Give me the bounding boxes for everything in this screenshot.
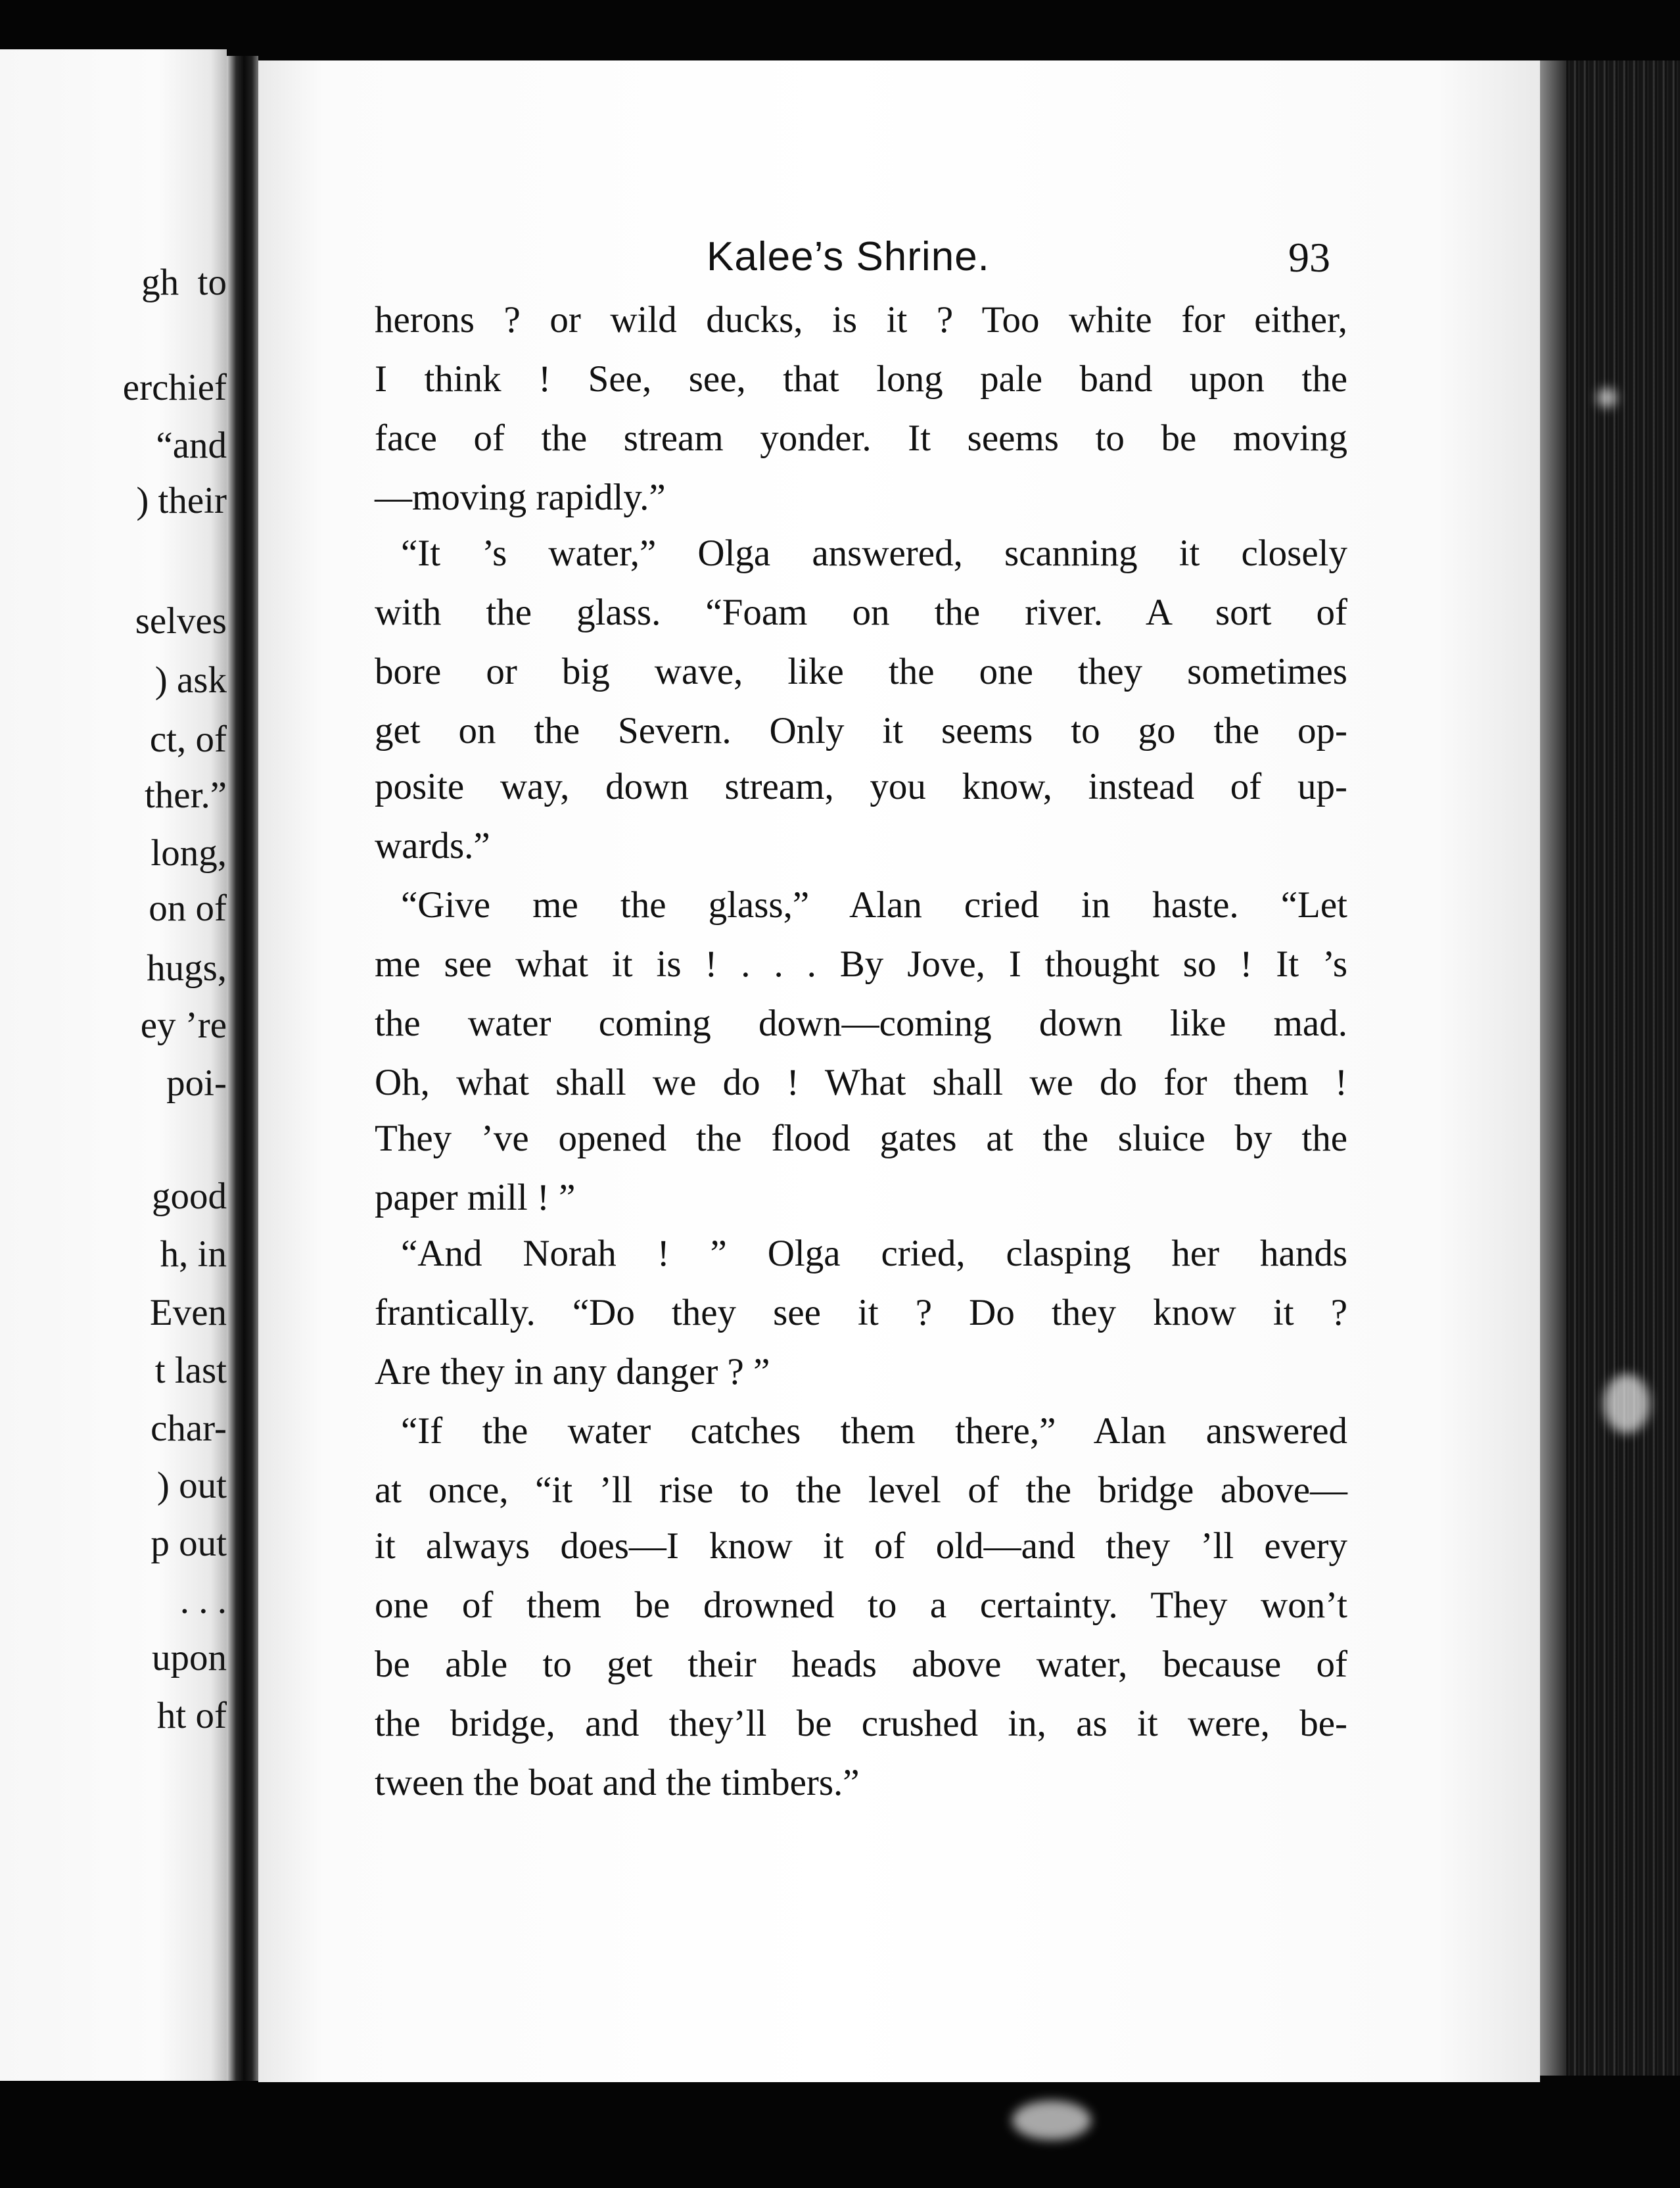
left-page-line: . . . bbox=[179, 1580, 227, 1621]
left-page-line: ct, of bbox=[149, 719, 227, 760]
left-page-line: gh to bbox=[141, 262, 227, 303]
left-page-line: ) their bbox=[136, 480, 227, 521]
running-head: Kalee’s Shrine. bbox=[707, 234, 990, 279]
scan-speck bbox=[1597, 388, 1617, 408]
left-page-line: t last bbox=[154, 1350, 227, 1391]
text-line: —moving rapidly.” bbox=[375, 477, 666, 518]
text-line: Are they in any danger ? ” bbox=[375, 1351, 770, 1392]
text-line: the water coming down—coming down like mad. bbox=[375, 1003, 1347, 1044]
scan-speck bbox=[1604, 1374, 1650, 1433]
left-page-line: Even bbox=[149, 1292, 227, 1333]
left-page-line: good bbox=[152, 1176, 227, 1217]
text-line: “Give me the glass,” Alan cried in haste. “Let bbox=[401, 884, 1347, 926]
text-line: posite way, down stream, you know, instead of up- bbox=[375, 766, 1347, 807]
text-line: They ’ve opened the flood gates at the sluice by the bbox=[375, 1118, 1347, 1159]
text-line: Oh, what shall we do ! What shall we do for them ! bbox=[375, 1062, 1347, 1103]
left-page-line: ) ask bbox=[154, 659, 227, 701]
text-line: get on the Severn. Only it seems to go the op- bbox=[375, 710, 1347, 751]
left-page-line: ) out bbox=[156, 1465, 227, 1506]
left-facing-page bbox=[0, 49, 227, 2081]
left-page-line: poi- bbox=[166, 1062, 227, 1104]
text-line: it always does—I know it of old—and they ’ll every bbox=[375, 1525, 1347, 1567]
text-line: the bridge, and they’ll be crushed in, as it were, be- bbox=[375, 1703, 1347, 1744]
left-page-line: selves bbox=[135, 600, 227, 642]
text-line: I think ! See, see, that long pale band upon the bbox=[375, 358, 1347, 400]
text-line: “It ’s water,” Olga answered, scanning it closely bbox=[401, 533, 1347, 574]
text-line: me see what it is ! . . . By Jove, I thought so ! It ’s bbox=[375, 943, 1347, 985]
text-line: face of the stream yonder. It seems to be moving bbox=[375, 417, 1347, 459]
text-line: at once, “it ’ll rise to the level of the bridge above— bbox=[375, 1469, 1347, 1511]
left-page-line: “and bbox=[156, 425, 227, 466]
text-line: be able to get their heads above water, because of bbox=[375, 1644, 1347, 1685]
page-edges-shadow bbox=[1540, 60, 1566, 2076]
text-line: frantically. “Do they see it ? Do they know it ? bbox=[375, 1292, 1347, 1333]
left-page-line: p out bbox=[151, 1523, 227, 1564]
text-line: “And Norah ! ” Olga cried, clasping her hands bbox=[401, 1233, 1347, 1274]
text-line: one of them be drowned to a certainty. They won’t bbox=[375, 1584, 1347, 1626]
left-page-line: h, in bbox=[160, 1233, 227, 1275]
text-line: paper mill ! ” bbox=[375, 1177, 576, 1218]
left-page-line: on of bbox=[149, 888, 227, 929]
text-line: wards.” bbox=[375, 825, 490, 867]
scan-speck bbox=[1012, 2101, 1091, 2140]
left-page-line: long, bbox=[151, 832, 227, 874]
left-page-line: hugs, bbox=[147, 947, 227, 989]
left-page-line: erchief bbox=[122, 367, 227, 408]
left-page-line: char- bbox=[151, 1408, 227, 1449]
text-line: tween the boat and the timbers.” bbox=[375, 1762, 860, 1803]
left-page-line: ht of bbox=[156, 1695, 227, 1736]
page-number: 93 bbox=[1288, 234, 1330, 281]
text-line: with the glass. “Foam on the river. A sort of bbox=[375, 592, 1347, 633]
left-page-line: upon bbox=[152, 1637, 227, 1678]
left-page-line: ey ’re bbox=[140, 1005, 227, 1046]
text-line: herons ? or wild ducks, is it ? Too white for either, bbox=[375, 299, 1347, 341]
text-line: bore or big wave, like the one they sometimes bbox=[375, 651, 1347, 692]
book-gutter bbox=[227, 56, 258, 2081]
text-line: “If the water catches them there,” Alan answered bbox=[401, 1410, 1347, 1452]
left-page-line: ther.” bbox=[144, 774, 227, 816]
